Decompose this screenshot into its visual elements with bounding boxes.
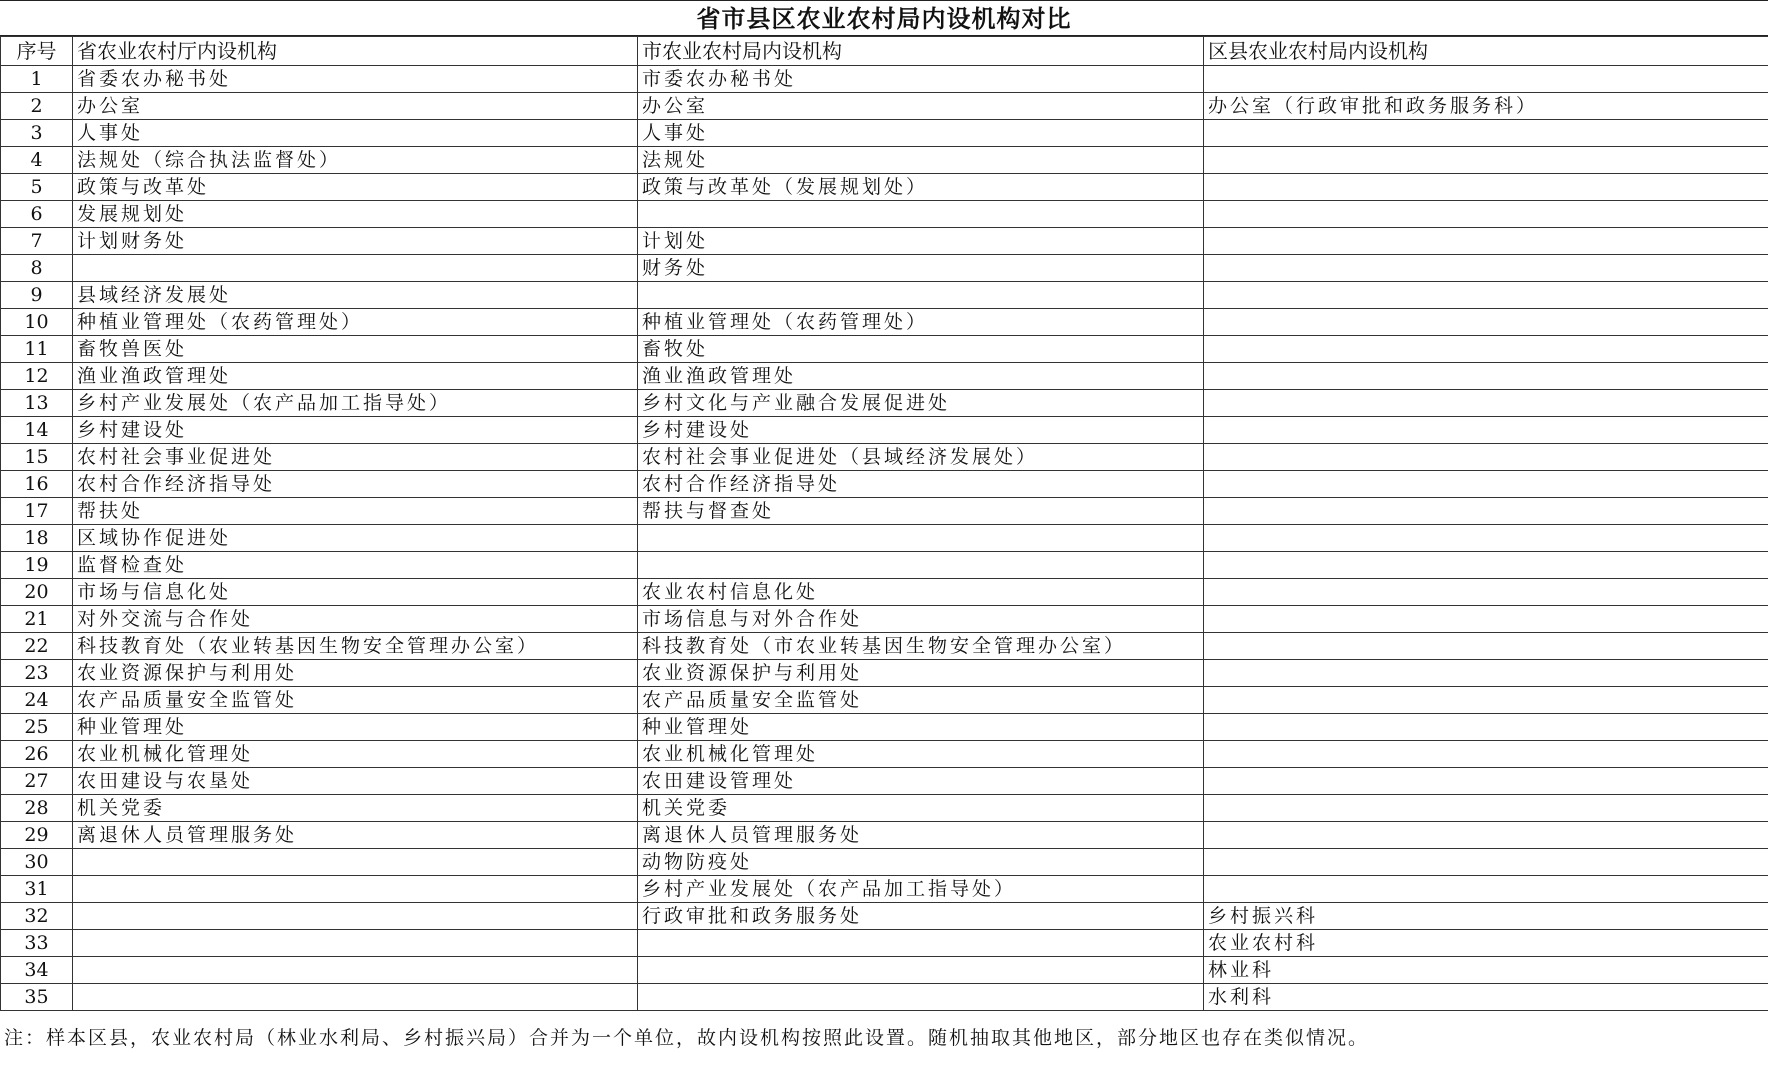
table-row xyxy=(1,822,1768,849)
table-body xyxy=(1,66,1768,1011)
cell-city-office xyxy=(638,984,1204,1011)
table-row xyxy=(1,714,1768,741)
table-row xyxy=(1,930,1768,957)
cell-serial-number: 12 xyxy=(1,363,73,390)
cell-province-office: 离退休人员管理服务处 xyxy=(73,822,638,849)
cell-serial-number: 20 xyxy=(1,579,73,606)
cell-city-office: 行政审批和政务服务处 xyxy=(638,903,1204,930)
cell-city-office: 农村合作经济指导处 xyxy=(638,471,1204,498)
table-row xyxy=(1,363,1768,390)
table-row xyxy=(1,255,1768,282)
cell-province-office: 种业管理处 xyxy=(73,714,638,741)
table-row xyxy=(1,309,1768,336)
cell-city-office: 离退休人员管理服务处 xyxy=(638,822,1204,849)
cell-city-office: 市委农办秘书处 xyxy=(638,66,1204,93)
table-row xyxy=(1,498,1768,525)
cell-county-office: 林业科 xyxy=(1204,957,1768,984)
cell-county-office xyxy=(1204,552,1768,579)
table-row xyxy=(1,741,1768,768)
cell-province-office: 机关党委 xyxy=(73,795,638,822)
cell-city-office: 农村社会事业促进处（县域经济发展处） xyxy=(638,444,1204,471)
cell-city-office xyxy=(638,282,1204,309)
table-row xyxy=(1,984,1768,1011)
table-title: 省市县区农业农村局内设机构对比 xyxy=(0,0,1768,36)
footnote: 注：样本区县，农业农村局（林业水利局、乡村振兴局）合并为一个单位，故内设机构按照此设置。随机抽取其他地区，部分地区也存在类似情况。 xyxy=(4,1027,1370,1049)
table-row xyxy=(1,606,1768,633)
cell-county-office xyxy=(1204,444,1768,471)
cell-city-office: 乡村文化与产业融合发展促进处 xyxy=(638,390,1204,417)
cell-province-office: 计划财务处 xyxy=(73,228,638,255)
table-row xyxy=(1,336,1768,363)
cell-county-office xyxy=(1204,687,1768,714)
cell-county-office: 农业农村科 xyxy=(1204,930,1768,957)
cell-city-office: 农产品质量安全监管处 xyxy=(638,687,1204,714)
table-row xyxy=(1,174,1768,201)
cell-city-office: 农业机械化管理处 xyxy=(638,741,1204,768)
cell-serial-number: 7 xyxy=(1,228,73,255)
cell-serial-number: 2 xyxy=(1,93,73,120)
cell-city-office xyxy=(638,930,1204,957)
cell-county-office xyxy=(1204,390,1768,417)
table-row xyxy=(1,768,1768,795)
cell-province-office: 市场与信息化处 xyxy=(73,579,638,606)
cell-serial-number: 23 xyxy=(1,660,73,687)
cell-province-office xyxy=(73,255,638,282)
cell-province-office: 县域经济发展处 xyxy=(73,282,638,309)
cell-serial-number: 4 xyxy=(1,147,73,174)
table-row xyxy=(1,633,1768,660)
cell-county-office: 乡村振兴科 xyxy=(1204,903,1768,930)
cell-county-office xyxy=(1204,174,1768,201)
cell-serial-number: 22 xyxy=(1,633,73,660)
cell-county-office xyxy=(1204,876,1768,903)
cell-city-office: 种植业管理处（农药管理处） xyxy=(638,309,1204,336)
table-row xyxy=(1,849,1768,876)
cell-province-office: 农产品质量安全监管处 xyxy=(73,687,638,714)
cell-serial-number: 6 xyxy=(1,201,73,228)
cell-city-office xyxy=(638,552,1204,579)
cell-serial-number: 29 xyxy=(1,822,73,849)
table-row xyxy=(1,579,1768,606)
cell-city-office: 市场信息与对外合作处 xyxy=(638,606,1204,633)
cell-serial-number: 18 xyxy=(1,525,73,552)
cell-county-office xyxy=(1204,606,1768,633)
table-row xyxy=(1,120,1768,147)
cell-serial-number: 24 xyxy=(1,687,73,714)
cell-county-office xyxy=(1204,336,1768,363)
header-county: 区县农业农村局内设机构 xyxy=(1204,37,1768,66)
cell-province-office: 帮扶处 xyxy=(73,498,638,525)
cell-city-office: 计划处 xyxy=(638,228,1204,255)
cell-province-office: 农业资源保护与利用处 xyxy=(73,660,638,687)
cell-province-office: 政策与改革处 xyxy=(73,174,638,201)
cell-serial-number: 25 xyxy=(1,714,73,741)
cell-county-office xyxy=(1204,282,1768,309)
table-row xyxy=(1,201,1768,228)
cell-province-office: 人事处 xyxy=(73,120,638,147)
cell-county-office xyxy=(1204,525,1768,552)
cell-city-office: 财务处 xyxy=(638,255,1204,282)
table-row xyxy=(1,147,1768,174)
cell-serial-number: 9 xyxy=(1,282,73,309)
cell-serial-number: 35 xyxy=(1,984,73,1011)
cell-city-office: 办公室 xyxy=(638,93,1204,120)
cell-county-office xyxy=(1204,417,1768,444)
cell-serial-number: 15 xyxy=(1,444,73,471)
cell-province-office: 农村社会事业促进处 xyxy=(73,444,638,471)
cell-county-office xyxy=(1204,795,1768,822)
table-row xyxy=(1,444,1768,471)
cell-city-office: 人事处 xyxy=(638,120,1204,147)
cell-serial-number: 33 xyxy=(1,930,73,957)
cell-province-office: 渔业渔政管理处 xyxy=(73,363,638,390)
table-row xyxy=(1,957,1768,984)
cell-county-office xyxy=(1204,309,1768,336)
cell-city-office: 科技教育处（市农业转基因生物安全管理办公室） xyxy=(638,633,1204,660)
cell-province-office: 农田建设与农垦处 xyxy=(73,768,638,795)
cell-province-office: 农村合作经济指导处 xyxy=(73,471,638,498)
cell-serial-number: 5 xyxy=(1,174,73,201)
cell-serial-number: 17 xyxy=(1,498,73,525)
cell-county-office xyxy=(1204,849,1768,876)
cell-county-office xyxy=(1204,228,1768,255)
cell-county-office: 水利科 xyxy=(1204,984,1768,1011)
cell-serial-number: 34 xyxy=(1,957,73,984)
cell-county-office xyxy=(1204,579,1768,606)
cell-county-office xyxy=(1204,363,1768,390)
cell-province-office: 对外交流与合作处 xyxy=(73,606,638,633)
cell-county-office xyxy=(1204,471,1768,498)
cell-city-office: 畜牧处 xyxy=(638,336,1204,363)
cell-serial-number: 13 xyxy=(1,390,73,417)
cell-province-office: 科技教育处（农业转基因生物安全管理办公室） xyxy=(73,633,638,660)
cell-serial-number: 26 xyxy=(1,741,73,768)
cell-serial-number: 27 xyxy=(1,768,73,795)
header-province: 省农业农村厅内设机构 xyxy=(73,37,638,66)
cell-county-office xyxy=(1204,633,1768,660)
cell-province-office: 农业机械化管理处 xyxy=(73,741,638,768)
cell-county-office xyxy=(1204,147,1768,174)
cell-province-office xyxy=(73,849,638,876)
cell-serial-number: 16 xyxy=(1,471,73,498)
cell-serial-number: 31 xyxy=(1,876,73,903)
cell-county-office xyxy=(1204,66,1768,93)
cell-city-office: 动物防疫处 xyxy=(638,849,1204,876)
table-row xyxy=(1,471,1768,498)
cell-serial-number: 10 xyxy=(1,309,73,336)
cell-province-office: 办公室 xyxy=(73,93,638,120)
cell-province-office xyxy=(73,957,638,984)
header-row xyxy=(1,37,1768,66)
cell-province-office: 发展规划处 xyxy=(73,201,638,228)
table-row xyxy=(1,417,1768,444)
cell-city-office xyxy=(638,957,1204,984)
cell-province-office xyxy=(73,930,638,957)
cell-serial-number: 30 xyxy=(1,849,73,876)
cell-province-office xyxy=(73,903,638,930)
cell-county-office: 办公室（行政审批和政务服务科） xyxy=(1204,93,1768,120)
cell-county-office xyxy=(1204,120,1768,147)
cell-county-office xyxy=(1204,714,1768,741)
header-city: 市农业农村局内设机构 xyxy=(638,37,1204,66)
cell-city-office: 农业农村信息化处 xyxy=(638,579,1204,606)
table-row xyxy=(1,552,1768,579)
cell-county-office xyxy=(1204,255,1768,282)
cell-province-office: 省委农办秘书处 xyxy=(73,66,638,93)
cell-city-office xyxy=(638,201,1204,228)
cell-county-office xyxy=(1204,822,1768,849)
cell-county-office xyxy=(1204,498,1768,525)
table-row xyxy=(1,228,1768,255)
table-row xyxy=(1,660,1768,687)
cell-city-office: 乡村产业发展处（农产品加工指导处） xyxy=(638,876,1204,903)
cell-serial-number: 14 xyxy=(1,417,73,444)
cell-province-office xyxy=(73,876,638,903)
table-row xyxy=(1,390,1768,417)
cell-serial-number: 11 xyxy=(1,336,73,363)
cell-city-office: 种业管理处 xyxy=(638,714,1204,741)
comparison-table xyxy=(0,36,1768,1011)
table-row xyxy=(1,525,1768,552)
cell-serial-number: 8 xyxy=(1,255,73,282)
cell-serial-number: 19 xyxy=(1,552,73,579)
table-row xyxy=(1,93,1768,120)
cell-county-office xyxy=(1204,768,1768,795)
cell-county-office xyxy=(1204,660,1768,687)
cell-serial-number: 32 xyxy=(1,903,73,930)
cell-city-office xyxy=(638,525,1204,552)
cell-city-office: 政策与改革处（发展规划处） xyxy=(638,174,1204,201)
cell-city-office: 农业资源保护与利用处 xyxy=(638,660,1204,687)
cell-province-office: 种植业管理处（农药管理处） xyxy=(73,309,638,336)
cell-city-office: 机关党委 xyxy=(638,795,1204,822)
cell-city-office: 帮扶与督查处 xyxy=(638,498,1204,525)
cell-province-office: 乡村建设处 xyxy=(73,417,638,444)
cell-city-office: 乡村建设处 xyxy=(638,417,1204,444)
header-serial-number: 序号 xyxy=(1,37,73,66)
cell-province-office: 畜牧兽医处 xyxy=(73,336,638,363)
cell-county-office xyxy=(1204,741,1768,768)
cell-city-office: 法规处 xyxy=(638,147,1204,174)
cell-province-office: 区域协作促进处 xyxy=(73,525,638,552)
table-row xyxy=(1,687,1768,714)
cell-province-office: 法规处（综合执法监督处） xyxy=(73,147,638,174)
cell-county-office xyxy=(1204,201,1768,228)
table-row xyxy=(1,795,1768,822)
cell-province-office: 监督检查处 xyxy=(73,552,638,579)
cell-city-office: 农田建设管理处 xyxy=(638,768,1204,795)
cell-serial-number: 21 xyxy=(1,606,73,633)
cell-province-office xyxy=(73,984,638,1011)
table-row xyxy=(1,876,1768,903)
cell-serial-number: 28 xyxy=(1,795,73,822)
table-row xyxy=(1,66,1768,93)
table-row xyxy=(1,903,1768,930)
cell-serial-number: 3 xyxy=(1,120,73,147)
table-row xyxy=(1,282,1768,309)
cell-serial-number: 1 xyxy=(1,66,73,93)
cell-province-office: 乡村产业发展处（农产品加工指导处） xyxy=(73,390,638,417)
cell-city-office: 渔业渔政管理处 xyxy=(638,363,1204,390)
